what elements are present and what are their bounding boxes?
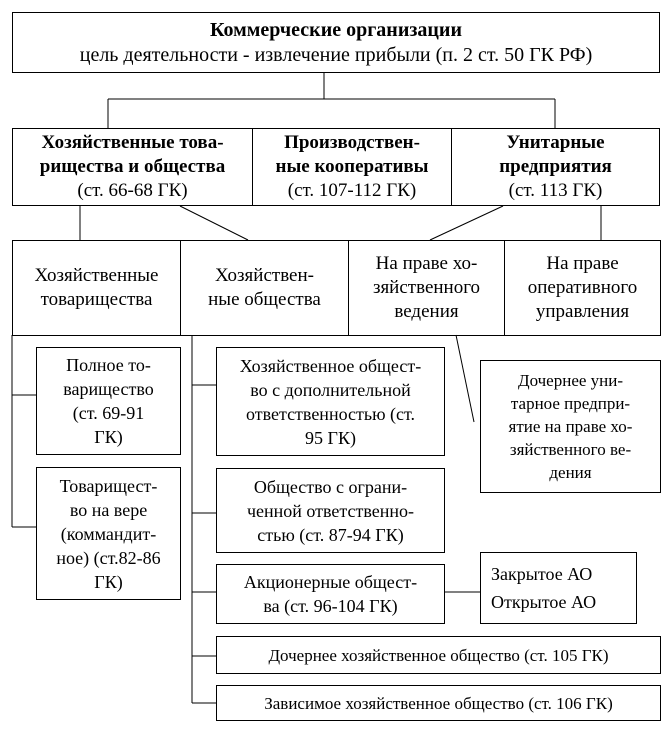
partnerships-companies-line1: Хозяйственные това- — [41, 132, 224, 153]
closed-joint-stock: Закрытое АО — [491, 564, 593, 584]
limited-liability-line1: Общество с ограни- — [253, 476, 408, 497]
unitary-line2: предприятия — [499, 156, 612, 177]
subsidiary-unitary-line4: зяйственного ве- — [509, 440, 632, 459]
partnerships-companies-line2: рищества и общества — [39, 156, 226, 177]
subsidiary-unitary-line3: ятие на праве хо- — [508, 417, 633, 436]
limited-partnership-line5: ГК) — [94, 571, 123, 592]
companies-line1: Хозяйствен- — [215, 265, 314, 286]
box-joint-stock-types — [480, 552, 637, 624]
joint-stock-line2: ва (ст. 96-104 ГК) — [263, 596, 398, 616]
box-economic-management — [349, 241, 505, 335]
additional-liability-line1: Хозяйственное общест- — [239, 355, 422, 376]
additional-liability-line3: ответственностью (ст. — [245, 403, 416, 424]
box-companies — [181, 241, 349, 335]
additional-liability-line2: во с дополнительной — [250, 379, 411, 400]
box-unitary — [452, 129, 659, 205]
subsidiary-company-label: Дочернее хозяйственное общество (ст. 105 ГК) — [268, 645, 609, 665]
economic-management-line2: зяйственного — [372, 277, 481, 298]
unitary-line1: Унитарные — [506, 132, 605, 153]
partnerships-line2: товарищества — [40, 289, 153, 310]
companies-line2: ные общества — [208, 289, 321, 310]
root-box — [12, 12, 660, 73]
box-limited-liability — [216, 468, 445, 553]
partnerships-line1: Хозяйственные — [34, 265, 159, 286]
box-dependent-company — [216, 685, 661, 721]
box-partnerships — [13, 241, 181, 335]
box-cooperatives — [253, 129, 452, 205]
unitary-ref: (ст. 113 ГК) — [508, 180, 603, 201]
box-operational-management — [505, 241, 660, 335]
box-partnerships-companies — [13, 129, 253, 205]
dependent-company-label: Зависимое хозяйственное общество (ст. 106 ГК) — [264, 693, 613, 713]
level1-row — [12, 128, 660, 206]
full-partnership-line3: (ст. 69-91 — [72, 403, 145, 423]
limited-liability-line3: стью (ст. 87-94 ГК) — [257, 524, 404, 545]
operational-management-line3: управления — [535, 301, 630, 322]
box-full-partnership — [36, 347, 181, 455]
box-subsidiary-company — [216, 636, 661, 674]
root-subtitle: цель деятельности - извлечение прибыли (п. 2 ст. 50 ГК РФ) — [79, 43, 593, 66]
cooperatives-line2: ные кооперативы — [275, 156, 429, 177]
limited-liability-line2: ченной ответственно- — [246, 500, 415, 521]
open-joint-stock: Открытое АО — [491, 592, 597, 612]
full-partnership-line2: варищество — [63, 379, 154, 399]
box-subsidiary-unitary — [480, 360, 661, 493]
full-partnership-line1: Полное то- — [66, 355, 151, 375]
economic-management-line3: ведения — [394, 301, 459, 322]
box-limited-partnership — [36, 467, 181, 600]
limited-partnership-line1: Товарищест- — [59, 475, 158, 496]
cooperatives-ref: (ст. 107-112 ГК) — [287, 180, 417, 201]
full-partnership-line4: ГК) — [94, 427, 123, 447]
level2-row — [12, 240, 661, 336]
limited-partnership-line3: (коммандит- — [60, 523, 157, 544]
additional-liability-line4: 95 ГК) — [305, 427, 356, 448]
operational-management-line2: оперативного — [527, 277, 638, 298]
partnerships-companies-ref: (ст. 66-68 ГК) — [77, 180, 188, 201]
limited-partnership-line2: во на вере — [69, 499, 148, 520]
cooperatives-line1: Производствен- — [284, 132, 420, 153]
subsidiary-unitary-line5: дения — [549, 463, 592, 482]
joint-stock-line1: Акционерные общест- — [243, 572, 418, 592]
subsidiary-unitary-line2: тарное предпри- — [510, 394, 631, 413]
economic-management-line1: На праве хо- — [375, 253, 478, 274]
subsidiary-unitary-line1: Дочернее уни- — [517, 371, 624, 390]
root-title: Коммерческие организации — [210, 18, 462, 41]
operational-management-line1: На праве — [546, 253, 619, 274]
limited-partnership-line4: ное) (ст.82-86 — [56, 547, 161, 568]
box-additional-liability — [216, 347, 445, 456]
box-joint-stock — [216, 564, 445, 624]
